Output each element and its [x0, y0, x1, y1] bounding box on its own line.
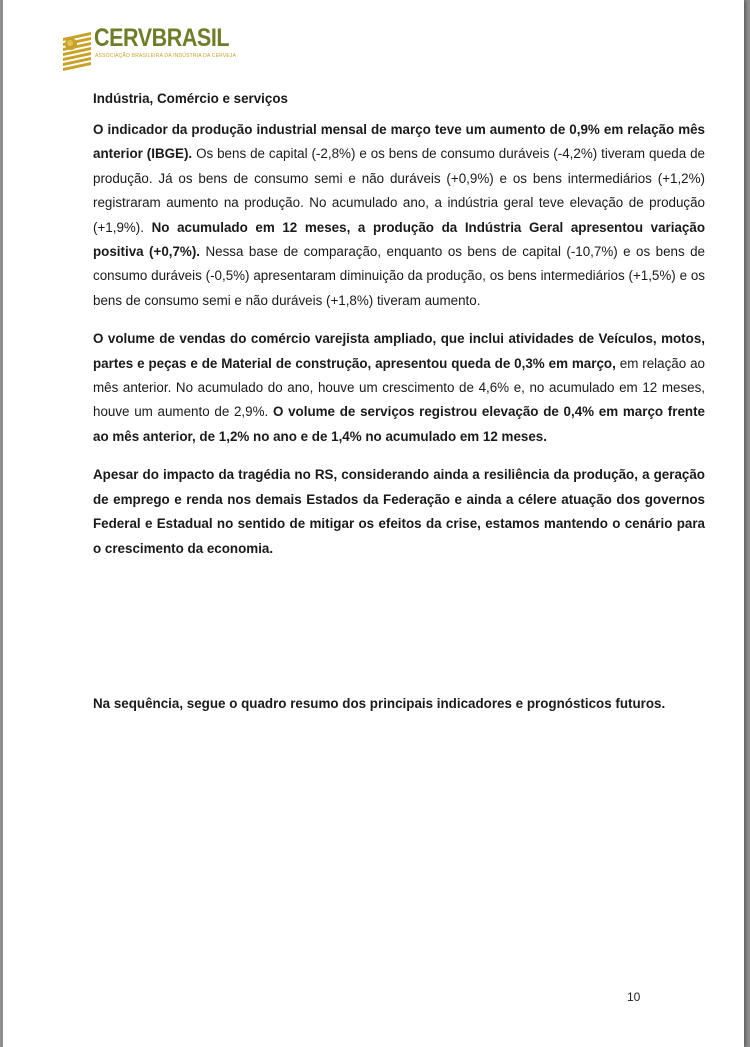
bold-text-run: O volume de vendas do comércio varejista ampliado, que inclui atividades de Veículos, motos, partes e peças e de Material de construção, apresentou queda de 0,3% em março, — [93, 331, 705, 371]
beer-glass-icon — [61, 24, 95, 72]
paragraph — [93, 118, 705, 313]
logo-subtitle: ASSOCIAÇÃO BRASILEIRA DA INDÚSTRIA DA CERVEJA — [95, 53, 237, 59]
cervbrasil-logo — [61, 24, 251, 74]
paragraph — [93, 327, 705, 449]
page-number: 10 — [627, 990, 641, 1004]
section-heading: Indústria, Comércio e serviços — [93, 91, 288, 106]
bold-text-run: No acumulado em 12 meses, a produção da Indústria Geral apresentou variação positiva (+0,7%). — [93, 219, 706, 260]
paragraph-list — [93, 118, 705, 561]
document-page — [3, 0, 744, 1047]
bold-text-run: Apesar do impacto da tragédia no RS, considerando ainda a resiliência da produção, a geração de emprego e renda nos demais Estados da Federação e ainda a célere atuação dos governos Federal e Estadual no sentido de mitigar os efeitos da crise, estamos mantendo o cenário para o crescimento da economia. — [93, 467, 705, 556]
paragraph — [93, 463, 705, 561]
closing-sentence: Na sequência, segue o quadro resumo dos principais indicadores e prognósticos futuros. — [93, 695, 666, 711]
logo-brand-text: CERVBRASIL — [94, 24, 230, 52]
document-body — [93, 91, 705, 716]
bold-text-run: O indicador da produção industrial mensal de março teve um aumento de 0,9% em relação mês anterior (IBGE). — [93, 122, 705, 162]
text-run: Nessa base de comparação, enquanto os bens de capital (-10,7%) e os bens de consumo duráveis (-0,5%) apresentaram diminuição da produção, os bens intermediários (+1,5%) e os bens de consumo semi e não duráveis (+1,8%) tiveram aumento. — [93, 244, 705, 308]
text-run: em relação ao mês anterior. No acumulado do ano, houve um crescimento de 4,6% e, no acumulado em 12 meses, houve um aumento de 2,9%. — [93, 355, 706, 420]
bold-text-run: O volume de serviços registrou elevação de 0,4% em março frente ao mês anterior, de 1,2% no ano e de 1,4% no acumulado em 12 meses. — [93, 404, 705, 444]
text-run: Os bens de capital (-2,8%) e os bens de consumo duráveis (-4,2%) tiveram queda de produção. Já os bens de consumo semi e não duráveis (+0,9%) e os bens intermediários (+1,2%) registraram aumento na produção. No acumulado ano, a indústria geral teve elevação de produção (+1,9%). — [93, 146, 705, 235]
